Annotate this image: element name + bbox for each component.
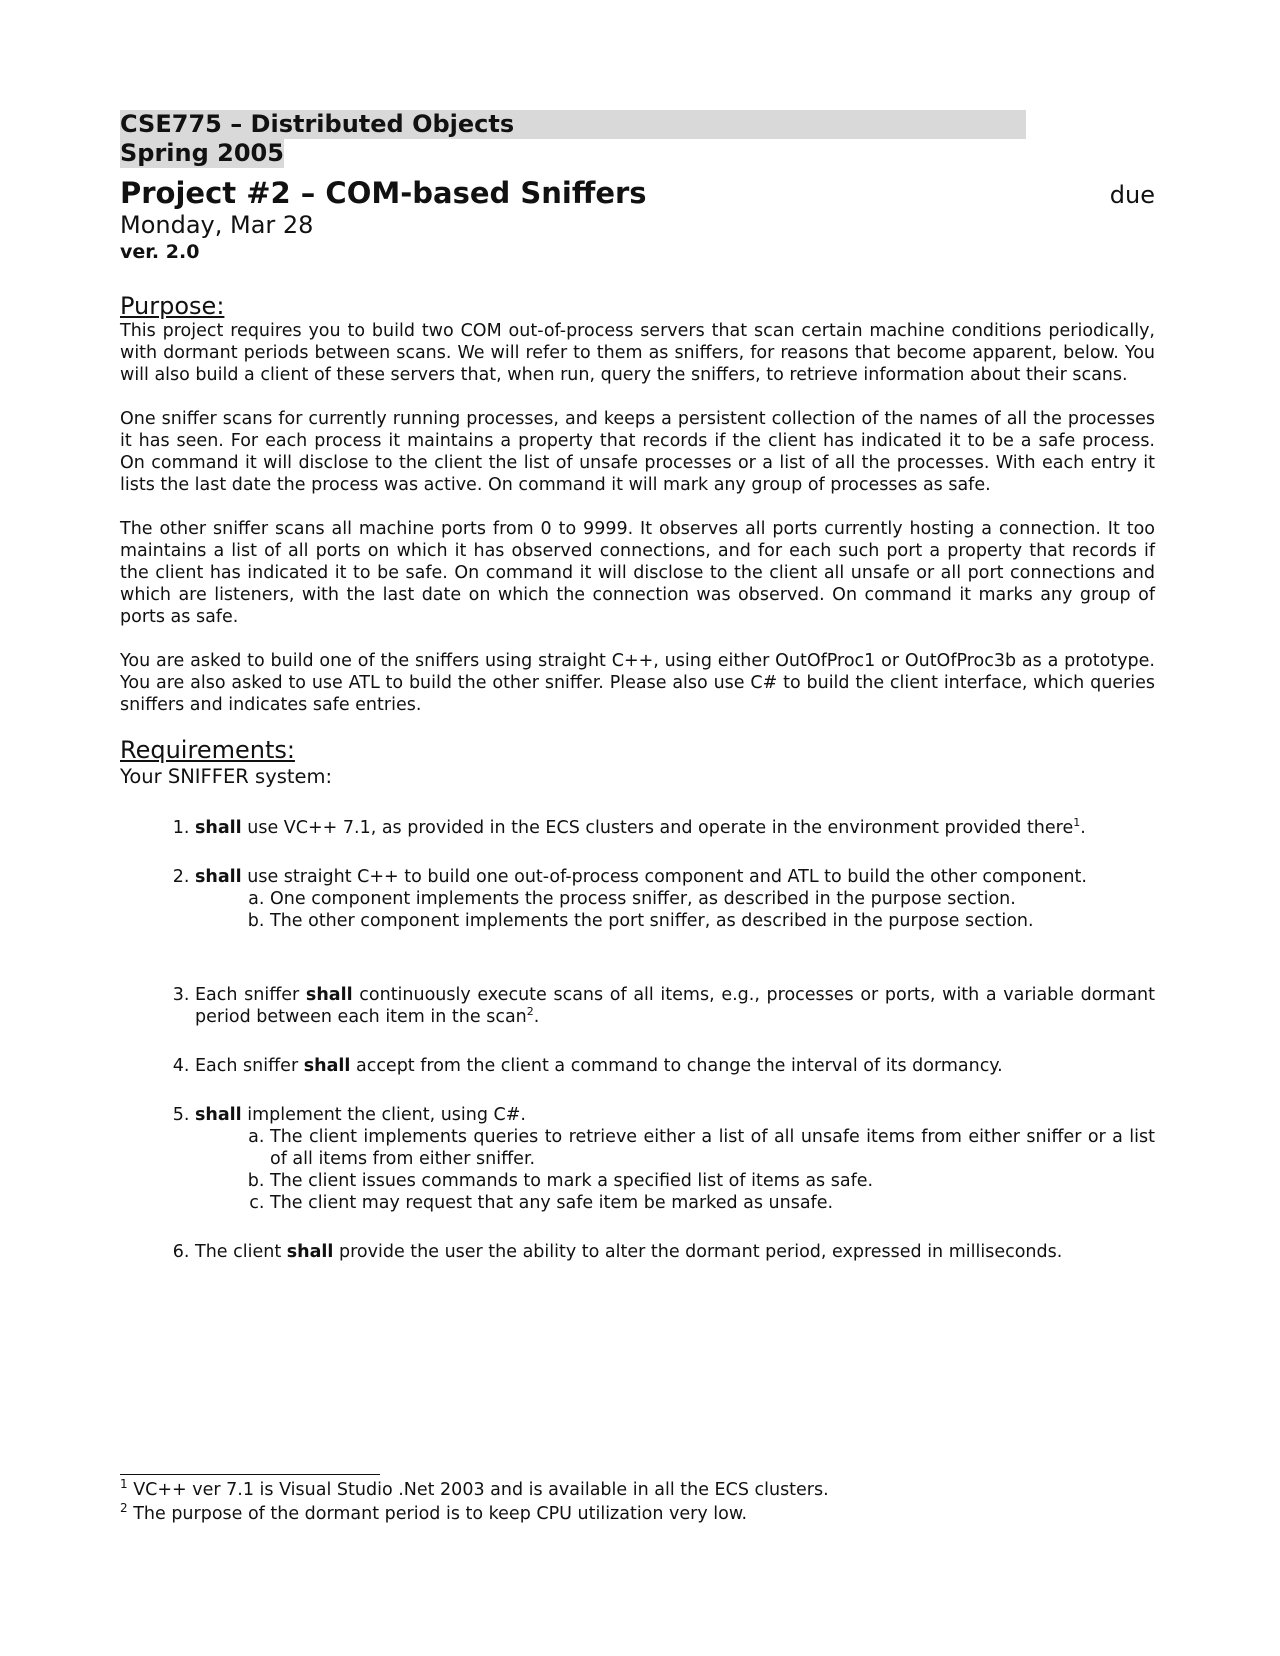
requirements-list [120, 817, 1155, 1263]
document-page [120, 110, 1155, 1290]
title-row [120, 175, 1155, 211]
project-title: Project #2 – COM-based Sniffers [120, 176, 647, 210]
purpose-paragraph-4: You are asked to build one of the sniffers using straight C++, using either OutOfProc1 or OutOfProc3b as a prototype. You are also asked to use ATL to build the other sniffer. Please also use C# to build the client interface, which queries sniffers and indicates safe entries. [120, 651, 1155, 715]
footnote-ref[interactable]: 2 [526, 1005, 534, 1019]
requirement-subitem: c. The client may request that any safe item be marked as unsafe. [270, 1192, 1155, 1214]
shall-keyword: shall [195, 1105, 242, 1125]
requirement-subitem: a. One component implements the process sniffer, as described in the purpose section. [270, 888, 1155, 910]
requirements-heading: Requirements: [120, 736, 295, 764]
requirement-item: 6. The client shall provide the user the ability to alter the dormant period, expressed in milliseconds. [195, 1241, 1155, 1263]
footnotes [120, 1474, 1155, 1526]
footnote-mark: 1 [120, 1477, 128, 1492]
footnote-divider [120, 1474, 380, 1475]
footnote-ref[interactable]: 1 [1073, 816, 1081, 830]
footnote-1: $^1$ VC++ ver 7.1 is Visual Studio .Net 2003 and is available in all the ECS clusters. [120, 1477, 829, 1500]
due-label: due [1109, 181, 1155, 209]
requirement-item: 3. Each sniffer shall continuously execute scans of all items, e.g., processes or ports, with a variable dormant period between each item in the scan$^2$. [195, 984, 1155, 1028]
requirement-item: 5. shall implement the client, using C#. a. The client implements queries to retrieve either a list of all unsafe items from either sniffer or a list of all items from either sniffer. b. The client issues commands to mark a specified list of items as safe. c. The client may request that any safe item be marked as unsafe. [195, 1104, 1155, 1214]
requirement-subitem: b. The other component implements the port sniffer, as described in the purpose section. [270, 910, 1155, 932]
footnote-2: $^2$ The purpose of the dormant period is to keep CPU utilization very low. [120, 1501, 748, 1524]
footnote-mark: 2 [120, 1501, 128, 1516]
course-term: Spring 2005 [120, 139, 284, 167]
requirement-item: 1. shall use VC++ 7.1, as provided in the ECS clusters and operate in the environment provided there$^1$. [195, 817, 1155, 839]
shall-keyword: shall [303, 1056, 351, 1076]
shall-keyword: shall [195, 818, 242, 838]
purpose-paragraph-2: One sniffer scans for currently running processes, and keeps a persistent collection of the names of all the processes it has seen. For each process it maintains a property that records if the client has indicated it to be a safe process. On command it will disclose to the client the list of unsafe processes or a list of all the processes. With each entry it lists the last date the process was active. On command it will mark any group of processes as safe. [120, 409, 1155, 495]
course-title: CSE775 – Distributed Objects [120, 110, 1026, 139]
shall-keyword: shall [195, 867, 242, 887]
purpose-paragraph-3: The other sniffer scans all machine ports from 0 to 9999. It observes all ports currently hosting a connection. It too maintains a list of all ports on which it has observed connections, and for each such port a property that records if the client has indicated it to be safe. On command it will disclose to the client all unsafe or all port connections and which are listeners, with the last date on which the connection was observed. On command it marks any group of ports as safe. [120, 519, 1155, 627]
purpose-paragraph-1: This project requires you to build two COM out-of-process servers that scan certain machine conditions periodically, with dormant periods between scans. We will refer to them as sniffers, for reasons that become apparent, below. You will also build a client of these servers that, when run, query the sniffers, to retrieve information about their scans. [120, 321, 1155, 385]
requirement-subitem: b. The client issues commands to mark a specified list of items as safe. [270, 1170, 1155, 1192]
requirement-subitem: a. The client implements queries to retrieve either a list of all unsafe items from either sniffer or a list of all items from either sniffer. [270, 1126, 1155, 1170]
purpose-heading: Purpose: [120, 292, 225, 320]
requirement-sublist [195, 888, 1155, 932]
shall-keyword: shall [286, 1242, 334, 1262]
requirement-item: 4. Each sniffer shall accept from the client a command to change the interval of its dormancy. [195, 1055, 1155, 1077]
requirements-intro: Your SNIFFER system: [120, 765, 333, 788]
due-date: Monday, Mar 28 [120, 211, 314, 239]
shall-keyword: shall [305, 985, 353, 1005]
requirement-sublist [195, 1126, 1155, 1214]
requirement-item: 2. shall use straight C++ to build one out-of-process component and ATL to build the other component. a. One component implements the process sniffer, as described in the purpose section. b. The other component implements the port sniffer, as described in the purpose section. [195, 866, 1155, 932]
version-label: ver. 2.0 [120, 241, 200, 263]
